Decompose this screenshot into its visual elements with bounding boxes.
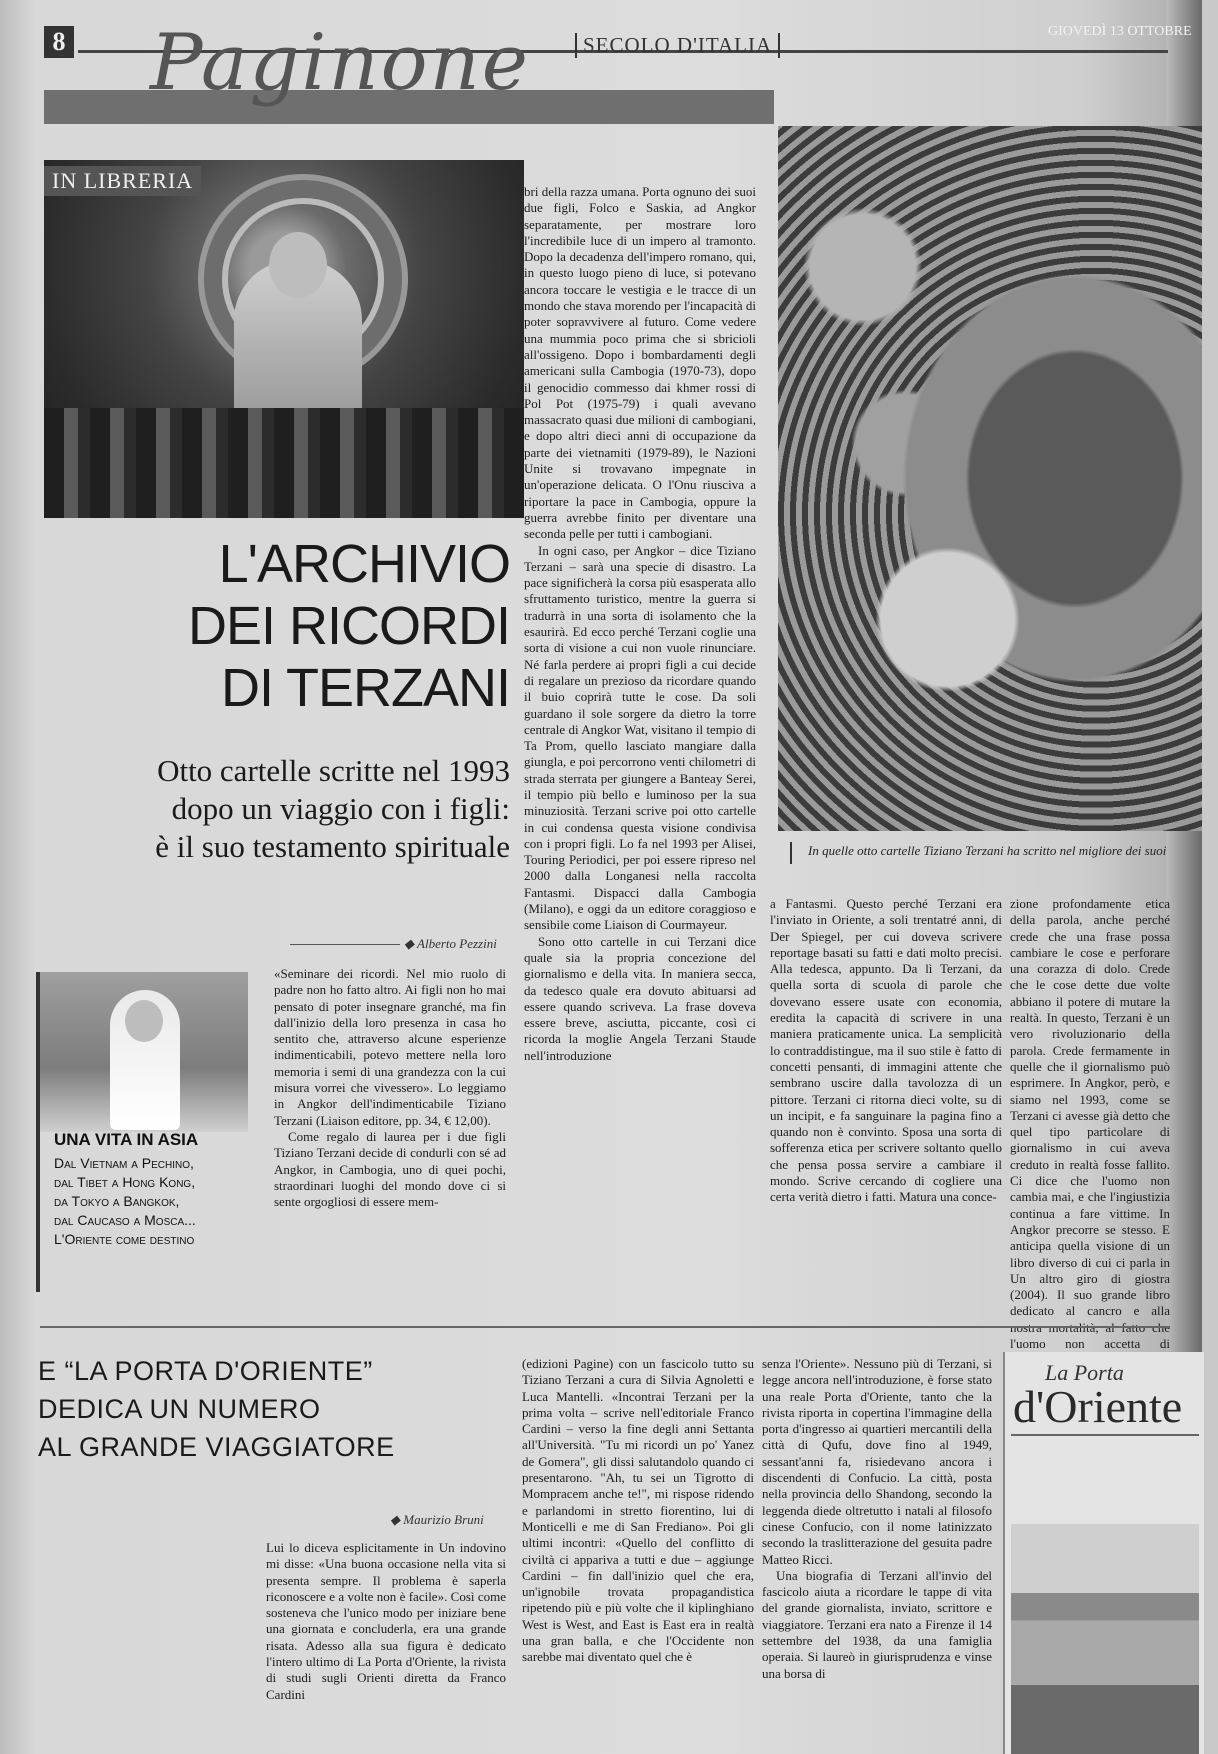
dateline: GIOVEDÌ 13 OTTOBRE: [1048, 24, 1192, 39]
cover-scene: [1011, 1524, 1199, 1754]
headline-line: DEI RICORDI: [187, 596, 510, 656]
article-column-4: [1010, 896, 1170, 1352]
sidebar-line: da Tokyo a Bangkok,: [54, 1193, 180, 1209]
sidebar-title: UNA VITA IN ASIA: [54, 1130, 199, 1149]
sidebar-line: Dal Vietnam a Pechino,: [54, 1155, 194, 1171]
sidebar-line: L'Oriente come destino: [54, 1231, 195, 1247]
paragraph: In ogni caso, per Angkor – dice Tiziano Terzani – sarà una specie di disastro. La pace significherà la corsa più esasperata allo sfruttamento turistico, mentre la guerra si tradurrà in una sorta di isolamento che la esaurirà. Ed ecco perché Terzani coglie una sorta di visione a cui non vuole rinunciare. Né farla perdere ai propri figli a cui decide di regalare un prezioso da ricordare quando il buio coprirà tutte le cose. Da soli guardano il sole sorgere da dietro la torre centrale di Angkor Wat, visitano il tempio di Ta Prom, quello lasciato mangiare dalla giungla, e poi percorrono venti chilometri di strada sterrata per giungere a Banteay Serei, il tempio più bello e luminoso per la sua minuziosità. Terzani scrive poi otto cartelle in cui condensa questa visione condivisa con i propri figli. Lo fa nel 1993 per Alisei, Touring Periodici, per poi essere ripreso nel 2000 dalla Longanesi nella raccolta Fantasmi. Dispacci dalla Cambogia (Milano), e oggi da un editore coraggioso e sensibile come Liaison di Courmayeur.: [524, 542, 756, 933]
subhead-line: Otto cartelle scritte nel 1993: [157, 753, 510, 788]
paragraph: Come regalo di laurea per i due figli Tiziano Terzani decide di condurli con sé ad Angkor, in Cambogia, uno di quei pochi, straordinari luoghi del mondo dove ci si sente orgogliosi di essere mem-: [274, 1128, 506, 1210]
cover-rule: [1011, 1434, 1199, 1436]
byline-rule: [290, 944, 400, 945]
buddha-painting-photo: [44, 160, 524, 518]
photo-figure-head: [269, 232, 327, 298]
sidebar-box: [54, 1130, 264, 1249]
portrait-face: [125, 1000, 163, 1042]
headline-line: L'ARCHIVIO: [218, 534, 510, 594]
paragraph: zione profondamente etica della parola, anche perché crede che una frase possa cambiare le cose e perforare una corazza di dolo. Crede che le cose dette due volte abbiano il potere di mutare la realtà. In questo, Terzani è un vero rivoluzionario della parola. Crede fermamente in quelle che il giornalismo può esprimere. In Angkor, però, e siamo nel 1993, come se Terzani ci avesse già detto che quel tipo particolare di giornalismo in cui aveva creduto in realtà fosse fallito. Ci dice che l'uomo non cambia mai, e che l'ingiustizia continua a fare vittime. In Angkor precorre se stesso. E anticipa quella visione di un libro diverso di cui ci parla in Un altro giro di giostra (2004). Il suo grande libro dedicato al cancro e alla l'uomo non accetta di: [1010, 896, 1170, 1352]
subheadline: [40, 752, 510, 866]
subhead-line: dopo un viaggio con i figli:: [171, 791, 510, 826]
sidebar-frame: [36, 972, 40, 1292]
byline-author: Alberto Pezzini: [417, 936, 497, 951]
headline-2-line: DEDICA UN NUMERO: [38, 1394, 321, 1424]
page-number: 8: [44, 26, 74, 58]
article2-column-2: [522, 1356, 754, 1754]
sidebar-line: dal Tibet a Hong Kong,: [54, 1174, 196, 1190]
headline-2-line: E “LA PORTA D'ORIENTE”: [38, 1356, 373, 1386]
headline: [90, 533, 510, 719]
cover-title-small: La Porta: [1045, 1360, 1124, 1385]
sidebar-body: [54, 1154, 264, 1249]
article-divider: [40, 1326, 1170, 1328]
byline-2-author: Maurizio Bruni: [403, 1512, 484, 1527]
headline-2: [38, 1352, 518, 1466]
article2-column-3: [762, 1356, 992, 1754]
photo-crowd: [44, 408, 524, 518]
paragraph: senza l'Oriente». Nessuno più di Terzani, si legge ancora nell'introduzione, è forse stato una reale Porta d'Oriente, tanto che la rivista riporta in copertina l'immagine della porta d'ingresso ai quartieri mercantili della città di Qufu, dove fino al 1949, sessant'anni fa, risiedevano ancora i discendenti di Confucio. La città, posta nella provincia dello Shandong, secondo la leggenda diede oltretutto i natali al filosofo cinese Confucio, con il nome latinizzato secondo la traslitterazione del gesuita padre Matteo Ricci.: [762, 1356, 992, 1567]
kicker-label: IN LIBRERIA: [44, 166, 201, 196]
paragraph: bri della razza umana. Porta ognuno dei suoi due figli, Folco e Saskia, ad Angkor separatamente, per mostrare loro l'incredibile luce di un impero al tramonto. Dopo la decadenza dell'impero romano, qui, in questo luogo pieno di luce, si potevano ancora toccare le vestigia e le tracce di un mondo che stava morendo per l'incapacità di poter sopravvivere al futuro. Come vedere una mummia poco prima che si sbricioli all'ossigeno. Dopo i bombardamenti degli americani sulla Cambogia (1970-73), dopo il genocidio commesso dai khmer rossi di Pol Pot (1975-79) i quali avevano massacrato quasi due milioni di cambogiani, e dopo altri dieci anni di occupazione da parte dei vietnamiti (1979-89), le Nazioni Unite si trovavano impegnate in un'operazione delicata. O l'Onu riusciva a riportare la pace in Cambogia, oppure la guerra avrebbe finito per diventare una seconda pelle per tutti i cambogiani.: [524, 184, 756, 542]
headline-line: DI TERZANI: [220, 658, 510, 718]
byline: ◆ Alberto Pezzini: [404, 936, 497, 951]
paragraph: Una biografia di Terzani all'invio del fascicolo aiuta a ricordare le tappe di vita del grande giornalista, inviato, scrittore e viaggiatore. Terzani era nato a Firenze il 14 settembre del 1938, da una famiglia operaia. Si laureò in giurisprudenza e vinse una borsa di: [762, 1567, 992, 1681]
paragraph: «Seminare dei ricordi. Nel mio ruolo di padre non ho fatto altro. Ai figli non ho mai pensato di poter insegnare granché, ma fin dall'inizio della loro presenza in casa ho sentito che, attraverso alcune esperienze indimenticabili, potevo mettere nella loro memoria i semi di una grandezza con la cui misura vorrei che vivessero». Lo leggiamo in Angkor dell'indimenticabile Tiziano Terzani (Liaison editore, pp. 34, € 12,00).: [274, 966, 506, 1128]
article2-column-1: [266, 1540, 506, 1754]
article-column-1: [274, 966, 506, 1288]
subhead-line: è il suo testamento spirituale: [155, 829, 510, 864]
terzani-portrait-photo: [40, 972, 248, 1132]
headline-2-line: AL GRANDE VIAGGIATORE: [38, 1432, 395, 1462]
byline-2: ◆ Maurizio Bruni: [390, 1512, 484, 1527]
paragraph: a Fantasmi. Questo perché Terzani era l'inviato in Oriente, a soli trentatré anni, di Der Spiegel, per cui doveva scrivere reportage basati su fatti e dati molto precisi. Alla tedesca, appunto. Da lì Terzani, da quella sorta di scuola di parole che dovevano essere usate con economia, eredita la capacità di scrivere in una maniera praticamente unica. La semplicità lo contraddistingue, ma il suo stile è fatto di concetti pensanti, di immagini attente che sembrano uscire dalla tavolozza di un pittore. Terzani ci ritorna dieci volte, su di un incipit, e fa sanguinare la pagina fino a quando non è convinto. Sposa una sorta di sofferenza etica per scrivere soltanto quello che pensa possa servire a cambiare il mondo. Scrive cercando di cogliere una certa verità dietro i fatti. Matura una conce-: [770, 896, 1002, 1205]
article-column-2: [524, 184, 756, 1288]
section-title: Paginone: [150, 18, 530, 108]
magazine-cover-photo: [1003, 1352, 1204, 1754]
sidebar-line: dal Caucaso a Mosca...: [54, 1212, 196, 1228]
paragraph: (edizioni Pagine) con un fascicolo tutto su Tiziano Terzani a cura di Silvia Agnoletti e Luca Mantelli. «Incontrai Terzani per la prima volta – scrive nell'editoriale Franco Cardini – verso la fine degli anni Settanta all'Università. "Tu mi ricordi un po' Yanez de Gomera", gli dissi salutandolo quando ci presentarono. "Ah, tu sei un Tigrotto di Mompracem anche te!", mi rispose ridendo e parlandomi in stretto fiorentino, lui di Monticelli e me di San Frediano». Poi gli ultimi incontri: «Quello del conflitto di civiltà ci appariva a tutti e due – aggiunge Cardini – fin dall'inizio quel che era, un'ignobile trovata propagandistica ripetendo più e più volte che il kiplinghiano West is West, and East is East era in realtà una gran balla, e che l'Occidente non sarebbe mai diventato quel che è: [522, 1356, 754, 1665]
masthead: SECOLO D'ITALIA: [575, 33, 780, 58]
paragraph: Sono otto cartelle in cui Terzani dice quale sia la propria concezione del giornalismo e della vita. In maniera secca, da tedesco quale era dovuto abituarsi ad essere quando scriveva. La frase doveva essere breve, asciutta, piccante, così ci ricorda la moglie Angela Terzani Staude nell'introduzione: [524, 933, 756, 1063]
article-column-3: [770, 896, 1002, 1288]
photo-caption: In quelle otto cartelle Tiziano Terzani ha scritto nel migliore dei suoi: [808, 843, 1167, 858]
paragraph: Lui lo diceva esplicitamente in Un indovino mi disse: «Una buona occasione nella vita si presenta sempre. Il problema è saperla riconoscere e a volte non è facile». Così come sosteneva che l'unico modo per iniziare bene una giornata e concluderla, era una grande risata. Adesso alla sua figura è dedicato l'intero ultimo di La Porta d'Oriente, la rivista di studi sugli Orienti diretta da Franco Cardini: [266, 1540, 506, 1702]
cover-title-large: d'Oriente: [1013, 1381, 1183, 1432]
tibetan-art-photo: [778, 126, 1202, 831]
